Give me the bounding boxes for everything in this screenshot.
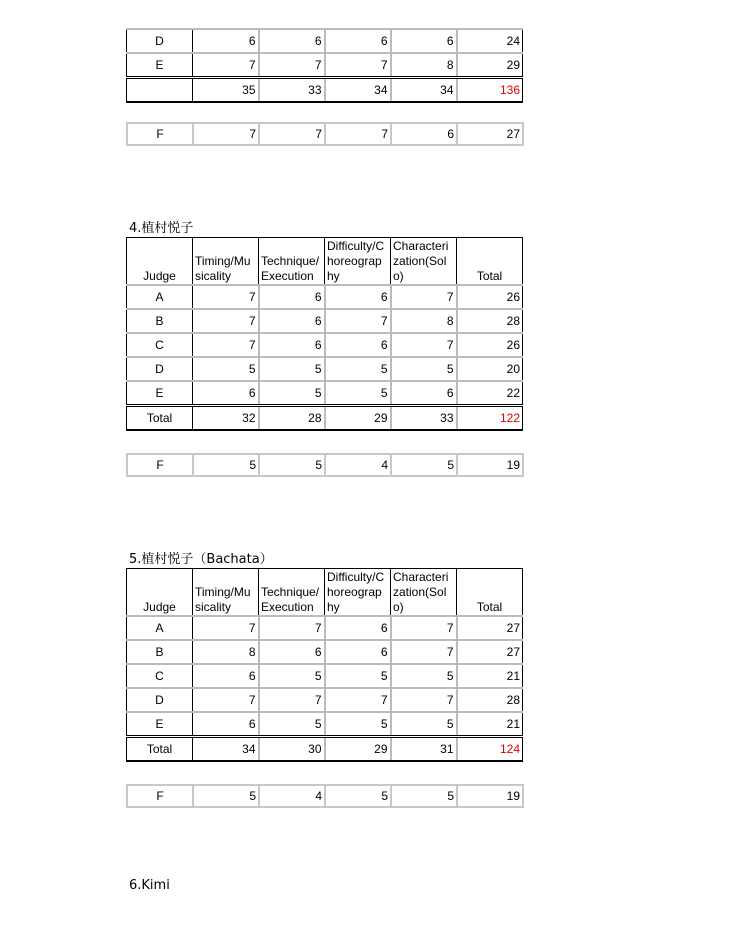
score-cell: 4 xyxy=(325,454,391,476)
table-row xyxy=(127,333,523,357)
score-cell: 7 xyxy=(391,285,457,309)
section4-score-table xyxy=(126,237,523,431)
column-total-cell: 32 xyxy=(193,406,259,431)
row-total-cell: 27 xyxy=(457,616,523,640)
row-total-cell: 28 xyxy=(457,309,523,333)
judge-cell: F xyxy=(127,123,193,145)
score-cell: 5 xyxy=(325,785,391,807)
judge-cell: C xyxy=(127,333,193,357)
score-cell: 7 xyxy=(325,309,391,333)
column-total-cell: 31 xyxy=(391,737,457,762)
score-cell: 7 xyxy=(259,53,325,78)
score-cell: 6 xyxy=(259,333,325,357)
section5-judge-f-row xyxy=(126,784,524,808)
score-cell: 8 xyxy=(391,53,457,78)
score-cell: 6 xyxy=(259,640,325,664)
score-cell: 5 xyxy=(259,664,325,688)
judge-cell: B xyxy=(127,309,193,333)
section-title: 5.植村悦子（Bachata） xyxy=(129,552,273,567)
score-cell: 5 xyxy=(391,357,457,381)
judge-cell: D xyxy=(127,688,193,712)
table-row xyxy=(127,309,523,333)
judge-cell: D xyxy=(127,29,193,53)
score-cell: 8 xyxy=(391,309,457,333)
total-row xyxy=(127,737,523,762)
score-cell: 5 xyxy=(325,712,391,737)
character-header: Characterization(Solo) xyxy=(391,238,457,286)
section4-judge-f-row xyxy=(126,453,524,477)
row-total-cell: 24 xyxy=(457,29,523,53)
row-total-cell: 27 xyxy=(457,123,523,145)
judge-cell: A xyxy=(127,285,193,309)
score-cell: 7 xyxy=(325,123,391,145)
section3-score-table xyxy=(126,28,523,103)
judge-cell: E xyxy=(127,381,193,406)
row-total-cell: 19 xyxy=(457,785,523,807)
score-cell: 6 xyxy=(259,285,325,309)
judge-cell: E xyxy=(127,53,193,78)
score-cell: 5 xyxy=(259,454,325,476)
score-cell: 7 xyxy=(391,688,457,712)
score-cell: 4 xyxy=(259,785,325,807)
score-cell: 7 xyxy=(259,616,325,640)
score-cell: 6 xyxy=(325,616,391,640)
grand-total-cell: 136 xyxy=(457,78,523,103)
column-total-cell: 30 xyxy=(259,737,325,762)
score-cell: 5 xyxy=(325,664,391,688)
section-title: 6.Kimi xyxy=(129,878,170,893)
column-total-cell: 33 xyxy=(391,406,457,431)
score-cell: 5 xyxy=(259,712,325,737)
section5-score-table xyxy=(126,568,523,762)
table-row xyxy=(127,640,523,664)
table-row xyxy=(127,381,523,406)
row-total-cell: 27 xyxy=(457,640,523,664)
score-cell: 5 xyxy=(391,664,457,688)
column-total-cell: 29 xyxy=(325,737,391,762)
score-cell: 5 xyxy=(391,785,457,807)
table-row xyxy=(127,454,523,476)
score-cell: 5 xyxy=(325,357,391,381)
score-cell: 5 xyxy=(193,454,259,476)
score-cell: 7 xyxy=(193,123,259,145)
score-cell: 7 xyxy=(391,616,457,640)
score-cell: 6 xyxy=(259,309,325,333)
header-row xyxy=(127,238,523,286)
table-row xyxy=(127,664,523,688)
column-total-cell: 28 xyxy=(259,406,325,431)
timing-header: Timing/Musicality xyxy=(193,238,259,286)
grand-total-cell: 122 xyxy=(457,406,523,431)
score-cell: 7 xyxy=(391,333,457,357)
column-total-cell: 33 xyxy=(259,78,325,103)
judge-cell: C xyxy=(127,664,193,688)
score-cell: 5 xyxy=(391,712,457,737)
table-row xyxy=(127,29,523,53)
judge-cell: B xyxy=(127,640,193,664)
table-row xyxy=(127,123,523,145)
score-cell: 7 xyxy=(259,123,325,145)
total-label-cell: Total xyxy=(127,406,193,431)
score-cell: 6 xyxy=(193,381,259,406)
score-cell: 5 xyxy=(193,357,259,381)
score-cell: 5 xyxy=(325,381,391,406)
total-header: Total xyxy=(457,569,523,617)
score-cell: 5 xyxy=(259,381,325,406)
score-cell: 7 xyxy=(193,688,259,712)
column-total-cell: 29 xyxy=(325,406,391,431)
row-total-cell: 20 xyxy=(457,357,523,381)
score-cell: 7 xyxy=(391,640,457,664)
column-total-cell: 34 xyxy=(325,78,391,103)
score-cell: 6 xyxy=(259,29,325,53)
judge-cell: F xyxy=(127,785,193,807)
score-cell: 6 xyxy=(325,640,391,664)
score-cell: 7 xyxy=(193,285,259,309)
score-cell: 5 xyxy=(193,785,259,807)
judge-header: Judge xyxy=(127,569,193,617)
total-row xyxy=(127,406,523,431)
score-cell: 7 xyxy=(193,333,259,357)
judge-cell: D xyxy=(127,357,193,381)
total-header: Total xyxy=(457,238,523,286)
score-cell: 5 xyxy=(391,454,457,476)
row-total-cell: 29 xyxy=(457,53,523,78)
row-total-cell: 21 xyxy=(457,664,523,688)
score-cell: 7 xyxy=(259,688,325,712)
score-cell: 6 xyxy=(391,381,457,406)
difficulty-header: Difficulty/Choreography xyxy=(325,238,391,286)
judge-cell: F xyxy=(127,454,193,476)
total-row xyxy=(127,78,523,103)
column-total-cell: 35 xyxy=(193,78,259,103)
table-row xyxy=(127,688,523,712)
timing-header: Timing/Musicality xyxy=(193,569,259,617)
score-cell: 7 xyxy=(325,53,391,78)
score-cell: 6 xyxy=(391,29,457,53)
header-row xyxy=(127,569,523,617)
score-cell: 7 xyxy=(193,53,259,78)
judge-header: Judge xyxy=(127,238,193,286)
technique-header: Technique/Execution xyxy=(259,238,325,286)
score-cell: 6 xyxy=(325,333,391,357)
table-row xyxy=(127,785,523,807)
column-total-cell: 34 xyxy=(391,78,457,103)
score-cell: 6 xyxy=(193,664,259,688)
score-cell: 6 xyxy=(325,285,391,309)
section-title: 4.植村悦子 xyxy=(129,221,194,236)
row-total-cell: 19 xyxy=(457,454,523,476)
score-cell: 8 xyxy=(193,640,259,664)
table-row xyxy=(127,712,523,737)
judge-cell: E xyxy=(127,712,193,737)
row-total-cell: 28 xyxy=(457,688,523,712)
score-cell: 7 xyxy=(193,616,259,640)
row-total-cell: 21 xyxy=(457,712,523,737)
table-row xyxy=(127,616,523,640)
character-header: Characterization(Solo) xyxy=(391,569,457,617)
row-total-cell: 26 xyxy=(457,285,523,309)
score-cell: 6 xyxy=(325,29,391,53)
table-row xyxy=(127,357,523,381)
difficulty-header: Difficulty/Choreography xyxy=(325,569,391,617)
score-cell: 6 xyxy=(391,123,457,145)
column-total-cell: 34 xyxy=(193,737,259,762)
total-label-cell: Total xyxy=(127,737,193,762)
score-cell: 6 xyxy=(193,712,259,737)
row-total-cell: 26 xyxy=(457,333,523,357)
score-cell: 5 xyxy=(259,357,325,381)
technique-header: Technique/Execution xyxy=(259,569,325,617)
row-total-cell: 22 xyxy=(457,381,523,406)
total-label-cell xyxy=(127,78,193,103)
table-row xyxy=(127,53,523,78)
section3-judge-f-row xyxy=(126,122,524,146)
table-row xyxy=(127,285,523,309)
score-cell: 7 xyxy=(193,309,259,333)
grand-total-cell: 124 xyxy=(457,737,523,762)
score-cell: 6 xyxy=(193,29,259,53)
judge-cell: A xyxy=(127,616,193,640)
score-cell: 7 xyxy=(325,688,391,712)
